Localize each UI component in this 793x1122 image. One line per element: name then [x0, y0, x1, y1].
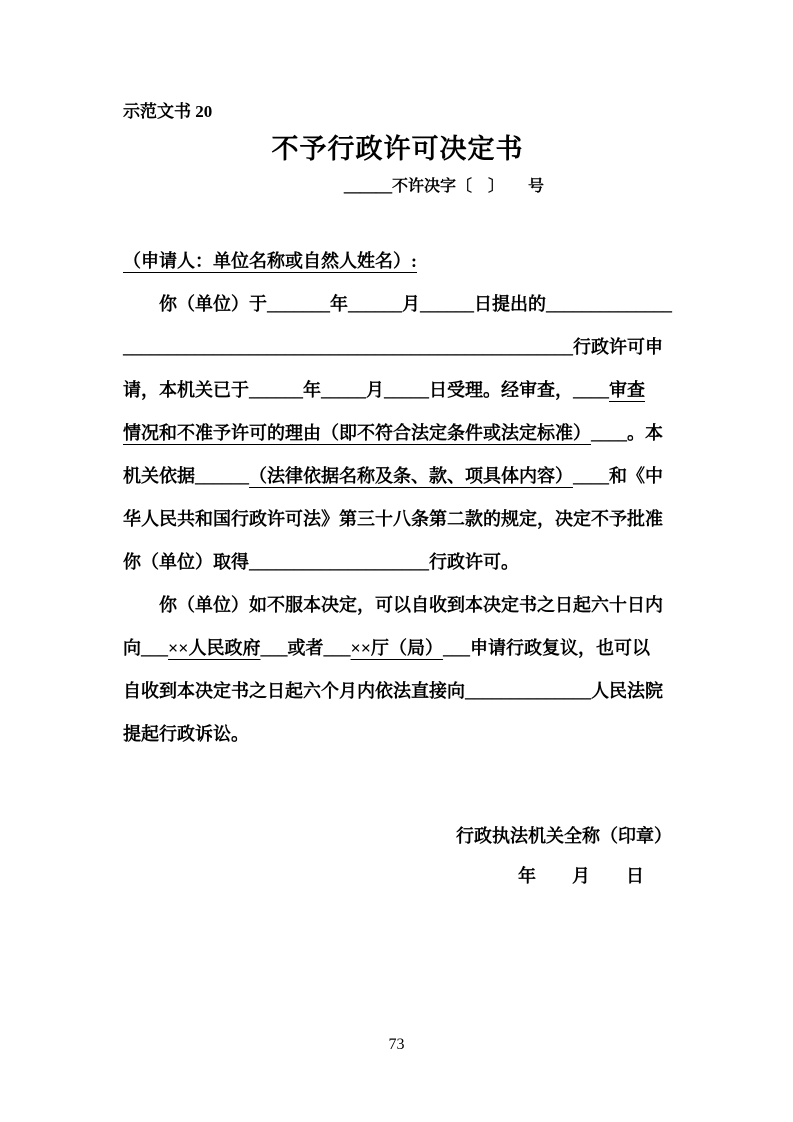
blank-field: _____ [384, 380, 429, 400]
blank-field: ____________________ [249, 552, 429, 572]
blank-field: ____ [591, 423, 627, 443]
underlined-text: （法律依据名称及条、款、项具体内容） [249, 466, 573, 486]
body-line [123, 627, 672, 670]
text-segment: 或者 [287, 638, 324, 658]
text-segment: 月 [366, 380, 384, 400]
body-line [123, 584, 672, 627]
blank-field: ______ [348, 294, 402, 314]
signature-date: 年 月 日 [518, 866, 644, 886]
blank-field: _____ [321, 380, 366, 400]
text-segment: 提起行政诉讼。 [123, 724, 249, 744]
text-segment: 请，本机关已于 [123, 380, 249, 400]
underlined-text: 审查 [609, 380, 645, 400]
underlined-text: 情况和不准予许可的理由（即不符合法定条件或法定标准） [123, 423, 591, 443]
page-number: 73 [388, 1036, 405, 1053]
body-line [123, 498, 672, 541]
blank-field: ____ [573, 380, 609, 400]
text-segment: 你（单位）于 [123, 294, 267, 314]
blank-field: ____ [573, 466, 609, 486]
blank-field: ___ [141, 638, 168, 658]
signature-block [123, 816, 672, 896]
blank-field: ___ [443, 638, 471, 658]
text-segment: 。本 [627, 423, 663, 443]
text-segment: 申请行政复议，也可以 [470, 638, 651, 658]
body-line [123, 326, 672, 369]
text-segment: 行政许可。 [429, 552, 519, 572]
document-title: 不予行政许可决定书 [271, 134, 524, 164]
underlined-text: ××厅（局） [350, 638, 444, 658]
underlined-text: （申请人：单位名称或自然人姓名）: [123, 251, 417, 271]
blank-field: __________________________________________________ [123, 337, 573, 357]
text-segment: 你（单位）取得 [123, 552, 249, 572]
body-line [123, 283, 672, 326]
doc-label: 示范文书 20 [123, 102, 213, 121]
text-segment: 人民法院 [591, 681, 663, 701]
text-segment: 自收到本决定书之日起六个月内依法直接向 [123, 681, 465, 701]
text-segment: 年 [303, 380, 321, 400]
blank-field: ______________ [465, 681, 591, 701]
doc-number-line: ＿＿＿不许决字〔 〕 号 [343, 178, 544, 195]
text-segment: 月 [402, 294, 420, 314]
text-segment: 日提出的 [474, 294, 546, 314]
document-body [123, 240, 672, 756]
body-line [123, 369, 672, 412]
blank-field: _______ [267, 294, 330, 314]
body-line [123, 713, 672, 756]
body-line [123, 670, 672, 713]
issuing-authority: 行政执法机关全称（印章） [456, 826, 672, 846]
body-line [123, 412, 672, 455]
text-segment: 年 [330, 294, 348, 314]
text-segment: 你（单位）如不服本决定，可以自收到本决定书之日起六十日内 [123, 595, 663, 615]
text-segment: 行政许可申 [573, 337, 663, 357]
text-segment: 日受理。经审查， [429, 380, 573, 400]
text-segment: 机关依据 [123, 466, 195, 486]
body-line [123, 240, 672, 283]
blank-field: ___ [260, 638, 288, 658]
text-segment: 华人民共和国行政许可法》第三十八条第二款的规定，决定不予批准 [123, 509, 663, 529]
blank-field: ______ [249, 380, 303, 400]
text-segment: 和《中 [609, 466, 663, 486]
blank-field: ______________ [546, 294, 672, 314]
text-segment: 向 [123, 638, 141, 658]
underlined-text: ××人民政府 [168, 638, 261, 658]
blank-field: ______ [195, 466, 249, 486]
blank-field: ___ [323, 638, 351, 658]
body-line [123, 541, 672, 584]
blank-field: ______ [420, 294, 474, 314]
body-line [123, 455, 672, 498]
